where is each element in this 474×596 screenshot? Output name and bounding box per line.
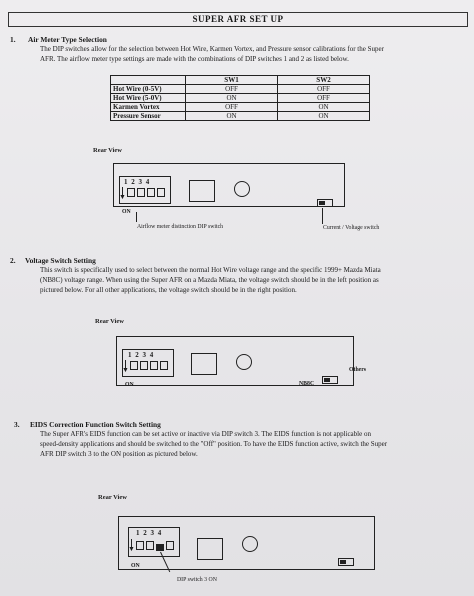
figure-3-arrow-down-icon: ▼ [128, 545, 135, 553]
section-3-line-1: The Super AFR's EIDS function can be set active or inactive via DIP switch 3. The EIDS function is not applicable on [40, 430, 371, 438]
dip-switch-table [110, 75, 370, 121]
table-header-cell [111, 76, 186, 85]
figure-3-dip-3-on [156, 544, 164, 551]
figure-2-arrow-down-icon: ▼ [122, 366, 129, 374]
figure-3-dip-2 [146, 541, 154, 550]
table-cell: ON [186, 94, 278, 103]
table-cell: OFF [186, 85, 278, 94]
figure-3-caption: DIP switch 3 ON [177, 577, 217, 583]
figure-1-dip-1 [127, 188, 135, 197]
figure-3-dip-numbers: 1 2 3 4 [136, 529, 163, 537]
figure-2-dip-1 [130, 361, 138, 370]
table-cell: Pressure Sensor [111, 112, 186, 121]
figure-1-dip-3 [147, 188, 155, 197]
table-cell: ON [278, 103, 370, 112]
figure-2-others-label: Others [349, 367, 367, 373]
table-row [111, 112, 370, 121]
table-cell: ON [278, 112, 370, 121]
figure-3-on-label: ON [131, 563, 140, 569]
page-title: SUPER AFR SET UP [8, 12, 468, 27]
table-header-row [111, 76, 370, 85]
section-3-line-2: speed-density applications and should be switched to the "Off" position. To have the EIDS function active, switch the Super [40, 440, 388, 448]
table-row [111, 94, 370, 103]
figure-1-on-label: ON [122, 209, 131, 215]
table-cell: Hot Wire (5-0V) [111, 94, 186, 103]
table-cell: OFF [278, 94, 370, 103]
table-cell: ON [186, 112, 278, 121]
figure-2-on-label: ON [125, 382, 134, 388]
table-header-cell: SW1 [186, 76, 278, 85]
table-cell: OFF [278, 85, 370, 94]
section-3-number: 3. [14, 420, 20, 429]
figure-1-dip-2 [137, 188, 145, 197]
section-3-line-3: AFR DIP switch 3 to the ON position as pictured below. [40, 450, 198, 458]
figure-2-rear-view-label: Rear View [95, 318, 124, 325]
figure-1-switch-caption: Current / Voltage switch [323, 225, 380, 231]
figure-2-dip-3 [150, 361, 158, 370]
section-1-heading: Air Meter Type Selection [28, 35, 107, 44]
figure-3-rear-view-label: Rear View [98, 494, 127, 501]
figure-1-dip-numbers: 1 2 3 4 [124, 178, 151, 186]
figure-1-dip-4 [157, 188, 165, 197]
figure-1-round-port [234, 181, 250, 197]
figure-2-voltage-switch [322, 376, 338, 384]
section-2-line-1: This switch is specifically used to select between the normal Hot Wire voltage range and the specific 1999+ Mazda Miata [40, 266, 381, 274]
figure-2-dip-4 [160, 361, 168, 370]
table-row [111, 85, 370, 94]
section-1-number: 1. [10, 35, 16, 44]
section-1-line-1: The DIP switches allow for the selection between Hot Wire, Karmen Vortex, and Pressure sensor calibrations for the Super [40, 45, 384, 53]
figure-2-connector [191, 353, 217, 375]
table-cell: OFF [186, 103, 278, 112]
figure-2-nb8c-label: NB8C [299, 381, 315, 387]
figure-1-arrow-down-icon: ▼ [119, 193, 126, 201]
figure-3-dip-1 [136, 541, 144, 550]
table-row [111, 103, 370, 112]
table-header-cell: SW2 [278, 76, 370, 85]
section-2-line-2: (NB8C) voltage range. When using the Super AFR on a Mazda Miata, the voltage switch should be in the left position as [40, 276, 379, 284]
section-3-heading: EIDS Correction Function Switch Setting [30, 420, 161, 429]
section-2-heading: Voltage Switch Setting [25, 256, 96, 265]
figure-3-connector [197, 538, 223, 560]
figure-1-connector [189, 180, 215, 202]
figure-1-voltage-switch [317, 199, 333, 207]
table-cell: Hot Wire (0-5V) [111, 85, 186, 94]
figure-1-dip-caption: Airflow meter distinction DIP switch [137, 224, 224, 230]
figure-1-leader-line [322, 208, 323, 224]
figure-2-dip-numbers: 1 2 3 4 [128, 351, 155, 359]
figure-3-round-port [242, 536, 258, 552]
figure-3-dip-4 [166, 541, 174, 550]
figure-1-rear-view-label: Rear View [93, 147, 122, 154]
figure-2-round-port [236, 354, 252, 370]
table-cell: Karmen Vortex [111, 103, 186, 112]
figure-2-dip-2 [140, 361, 148, 370]
section-2-number: 2. [10, 256, 16, 265]
section-2-line-3: pictured below. For all other applications, the voltage switch should be in the right position. [40, 286, 297, 294]
figure-3-voltage-switch [338, 558, 354, 566]
section-1-line-2: AFR. The airflow meter type settings are made with the combinations of DIP switches 1 and 2 as listed below. [40, 55, 349, 63]
figure-1-leader-line [136, 212, 137, 222]
